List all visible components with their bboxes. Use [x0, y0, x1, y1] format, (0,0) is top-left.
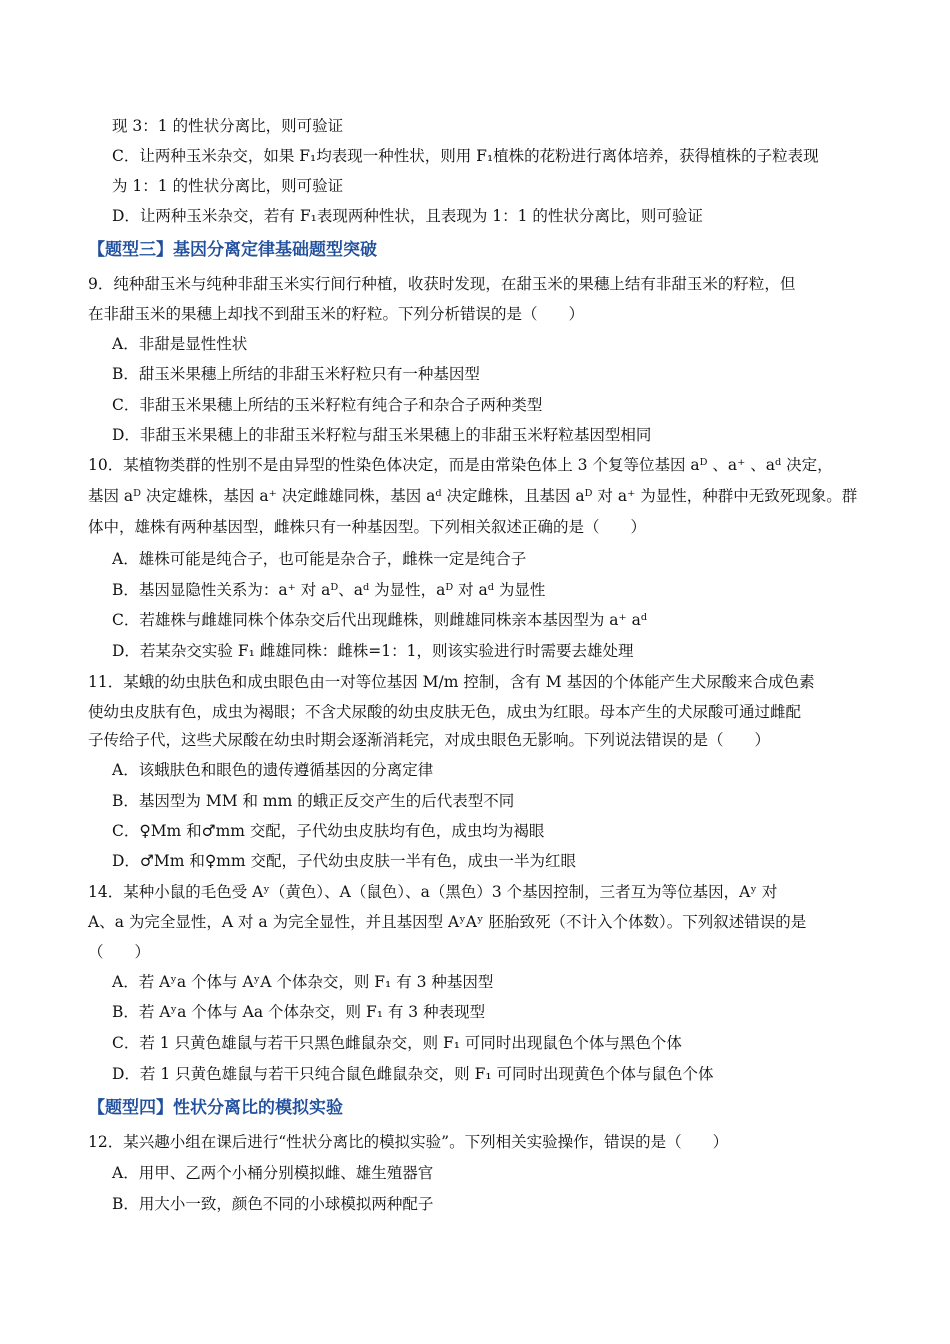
question-10-option-d: D．若某杂交实验 F₁ 雌雄同株：雌株=1：1，则该实验进行时需要去雄处理 [112, 642, 634, 660]
question-14-option-b: B．若 Aʸa 个体与 Aa 个体杂交，则 F₁ 有 3 种表现型 [112, 1003, 486, 1021]
question-9-stem: 9．纯种甜玉米与纯种非甜玉米实行间行种植，收获时发现，在甜玉米的果穗上结有非甜玉米的籽粒，但 [88, 275, 796, 293]
section-heading-4: 【题型四】性状分离比的模拟实验 [88, 1098, 343, 1118]
question-9-option-c: C．非甜玉米果穗上所结的玉米籽粒有纯合子和杂合子两种类型 [112, 396, 543, 414]
question-11-option-d: D．♂Mm 和♀mm 交配，子代幼虫皮肤一半有色，成虫一半为红眼 [112, 852, 576, 870]
question-11-option-b: B．基因型为 MM 和 mm 的蛾正反交产生的后代表型不同 [112, 792, 515, 810]
question-11-option-c: C．♀Mm 和♂mm 交配，子代幼虫皮肤均有色，成虫均为褐眼 [112, 822, 545, 840]
question-14-stem: （ ） [88, 943, 151, 961]
question-11-stem: 11．某蛾的幼虫肤色和成虫眼色由一对等位基因 M/m 控制，含有 M 基因的个体能产生犬尿酸来合成色素 [88, 673, 815, 691]
question-12-stem: 12．某兴趣小组在课后进行“性状分离比的模拟实验”。下列相关实验操作，错误的是（ ） [88, 1133, 729, 1151]
question-10-option-b: B．基因显隐性关系为：a⁺ 对 aᴰ、aᵈ 为显性，aᴰ 对 aᵈ 为显性 [112, 581, 546, 599]
option-c: C．让两种玉米杂交，如果 F₁均表现一种性状，则用 F₁植株的花粉进行离体培养，获得植株的子粒表现 [112, 147, 819, 165]
question-14-option-a: A．若 Aʸa 个体与 AʸA 个体杂交，则 F₁ 有 3 种基因型 [112, 973, 494, 991]
question-10-stem: 基因 aᴰ 决定雄株，基因 a⁺ 决定雌雄同株，基因 aᵈ 决定雌株，且基因 aᴰ 对 a⁺ 为显性，种群中无致死现象。群 [88, 487, 858, 505]
option-continuation: 现 3：1 的性状分离比，则可验证 [112, 117, 344, 135]
question-9-option-a: A．非甜是显性性状 [112, 335, 248, 353]
section-heading-3: 【题型三】基因分离定律基础题型突破 [88, 240, 377, 260]
question-14-option-c: C．若 1 只黄色雄鼠与若干只黑色雌鼠杂交，则 F₁ 可同时出现鼠色个体与黑色个体 [112, 1034, 682, 1052]
question-10-stem: 10．某植物类群的性别不是由异型的性染色体决定，而是由常染色体上 3 个复等位基因 aᴰ 、a⁺ 、aᵈ 决定， [88, 456, 833, 474]
question-10-stem: 体中，雄株有两种基因型，雌株只有一种基因型。下列相关叙述正确的是（ ） [88, 518, 647, 536]
question-12-option-b: B．用大小一致，颜色不同的小球模拟两种配子 [112, 1195, 434, 1213]
option-d: D．让两种玉米杂交，若有 F₁表现两种性状，且表现为 1：1 的性状分离比，则可验证 [112, 207, 703, 225]
question-9-stem: 在非甜玉米的果穗上却找不到甜玉米的籽粒。下列分析错误的是（ ） [88, 305, 585, 323]
question-12-option-a: A．用甲、乙两个小桶分别模拟雌、雄生殖器官 [112, 1164, 434, 1182]
question-14-option-d: D．若 1 只黄色雄鼠与若干只纯合鼠色雌鼠杂交，则 F₁ 可同时出现黄色个体与鼠色个体 [112, 1065, 714, 1083]
question-11-stem: 子传给子代，这些犬尿酸在幼虫时期会逐渐消耗完，对成虫眼色无影响。下列说法错误的是（ ） [88, 731, 771, 749]
question-14-stem: A、a 为完全显性，A 对 a 为完全显性，并且基因型 AʸAʸ 胚胎致死（不计入个体数）。下列叙述错误的是 [88, 913, 807, 931]
question-14-stem: 14．某种小鼠的毛色受 Aʸ（黄色）、A（鼠色）、a（黑色）3 个基因控制，三者互为等位基因，Aʸ 对 [88, 883, 778, 901]
question-9-option-b: B．甜玉米果穗上所结的非甜玉米籽粒只有一种基因型 [112, 365, 480, 383]
question-11-option-a: A．该蛾肤色和眼色的遗传遵循基因的分离定律 [112, 761, 434, 779]
question-11-stem: 使幼虫皮肤有色，成虫为褐眼；不含犬尿酸的幼虫皮肤无色，成虫为红眼。母本产生的犬尿酸可通过雌配 [88, 703, 802, 721]
question-10-option-c: C．若雄株与雌雄同株个体杂交后代出现雌株，则雌雄同株亲本基因型为 a⁺ aᵈ [112, 611, 648, 629]
question-9-option-d: D．非甜玉米果穗上的非甜玉米籽粒与甜玉米果穗上的非甜玉米籽粒基因型相同 [112, 426, 652, 444]
question-10-option-a: A．雄株可能是纯合子，也可能是杂合子，雌株一定是纯合子 [112, 550, 527, 568]
option-continuation: 为 1：1 的性状分离比，则可验证 [112, 177, 344, 195]
